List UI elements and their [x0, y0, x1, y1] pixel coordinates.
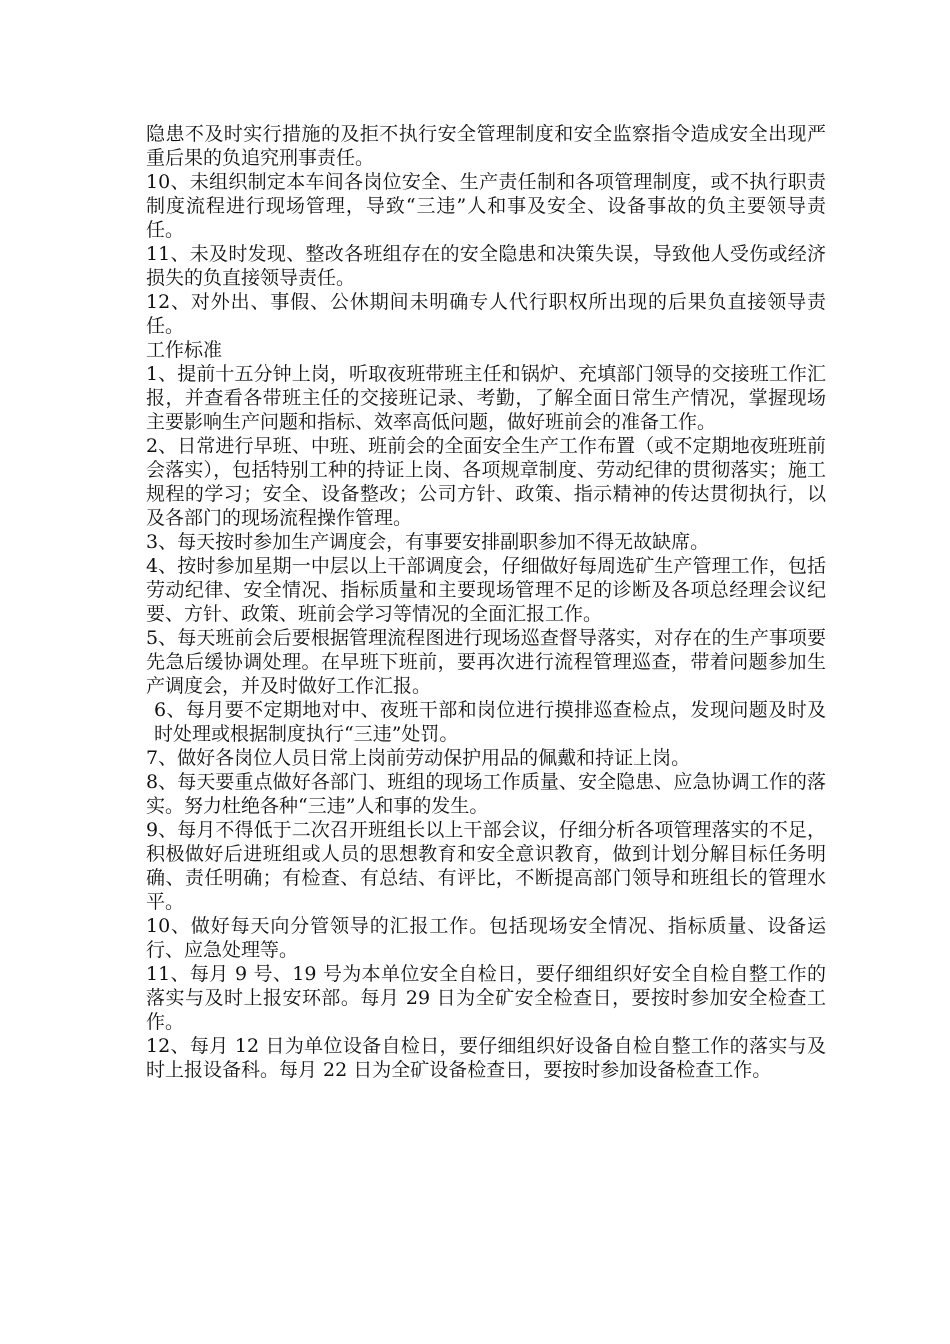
standard-item-2: 2、日常进行早班、中班、班前会的全面安全生产工作布置（或不定期地夜班班前会落实），包括特别工种的持证上岗、各项规章制度、劳动纪律的贯彻落实；施工规程的学习；安全、设备整改；公司方针、政策、指示精神的传达贯彻执行，以及各部门的现场流程操作管理。	[146, 435, 826, 529]
standard-item-5: 5、每天班前会后要根据管理流程图进行现场巡查督导落实，对存在的生产事项要先急后缓协调处理。在早班下班前，要再次进行流程管理巡查，带着问题参加生产调度会，并及时做好工作汇报。	[146, 627, 826, 697]
standard-item-7: 7、做好各岗位人员日常上岗前劳动保护用品的佩戴和持证上岗。	[146, 747, 691, 769]
paragraph-liability-10: 10、未组织制定本车间各岗位安全、生产责任制和各项管理制度，或不执行职责制度流程进行现场管理，导致“三违”人和事及安全、设备事故的负主要领导责任。	[146, 171, 826, 241]
standard-item-6: 6、每月要不定期地对中、夜班干部和岗位进行摸排巡查检点，发现问题及时及时处理或根据制度执行“三违”处罚。	[154, 699, 826, 745]
standard-item-8: 8、每天要重点做好各部门、班组的现场工作质量、安全隐患、应急协调工作的落实。努力杜绝各种“三违”人和事的发生。	[146, 771, 826, 817]
standard-item-11: 11、每月 9 号、19 号为本单位安全自检日，要仔细组织好安全自检自整工作的落实与及时上报安环部。每月 29 日为全矿安全检查日，要按时参加安全检查工作。	[146, 963, 826, 1033]
standard-item-12: 12、每月 12 日为单位设备自检日，要仔细组织好设备自检自整工作的落实与及时上报设备科。每月 22 日为全矿设备检查日，要按时参加设备检查工作。	[146, 1035, 826, 1081]
standard-item-9: 9、每月不得低于二次召开班组长以上干部会议，仔细分析各项管理落实的不足，积极做好后进班组或人员的思想教育和安全意识教育，做到计划分解目标任务明确、责任明确；有检查、有总结、有评比，不断提高部门领导和班组长的管理水平。	[146, 819, 826, 913]
section-heading: 工作标准	[146, 339, 223, 361]
standard-item-1: 1、提前十五分钟上岗，听取夜班带班主任和锅炉、充填部门领导的交接班工作汇报，并查看各带班主任的交接班记录、考勤，了解全面日常生产情况，掌握现场主要影响生产问题和指标、效率高低问题，做好班前会的准备工作。	[146, 363, 826, 433]
paragraph-liability-11: 11、未及时发现、整改各班组存在的安全隐患和决策失误，导致他人受伤或经济损失的负直接领导责任。	[146, 243, 826, 289]
paragraph-liability-12: 12、对外出、事假、公休期间未明确专人代行职权所出现的后果负直接领导责任。	[146, 291, 826, 337]
standard-item-4: 4、按时参加星期一中层以上干部调度会，仔细做好每周选矿生产管理工作，包括劳动纪律、安全情况、指标质量和主要现场管理不足的诊断及各项总经理会议纪要、方针、政策、班前会学习等情况的全面汇报工作。	[146, 555, 826, 625]
standard-item-3: 3、每天按时参加生产调度会，有事要安排副职参加不得无故缺席。	[146, 531, 710, 553]
standard-item-10: 10、做好每天向分管领导的汇报工作。包括现场安全情况、指标质量、设备运行、应急处理等。	[146, 915, 826, 961]
document-page	[146, 122, 826, 1082]
paragraph-liability-continued: 隐患不及时实行措施的及拒不执行安全管理制度和安全监察指令造成安全出现严重后果的负追究刑事责任。	[146, 123, 826, 169]
